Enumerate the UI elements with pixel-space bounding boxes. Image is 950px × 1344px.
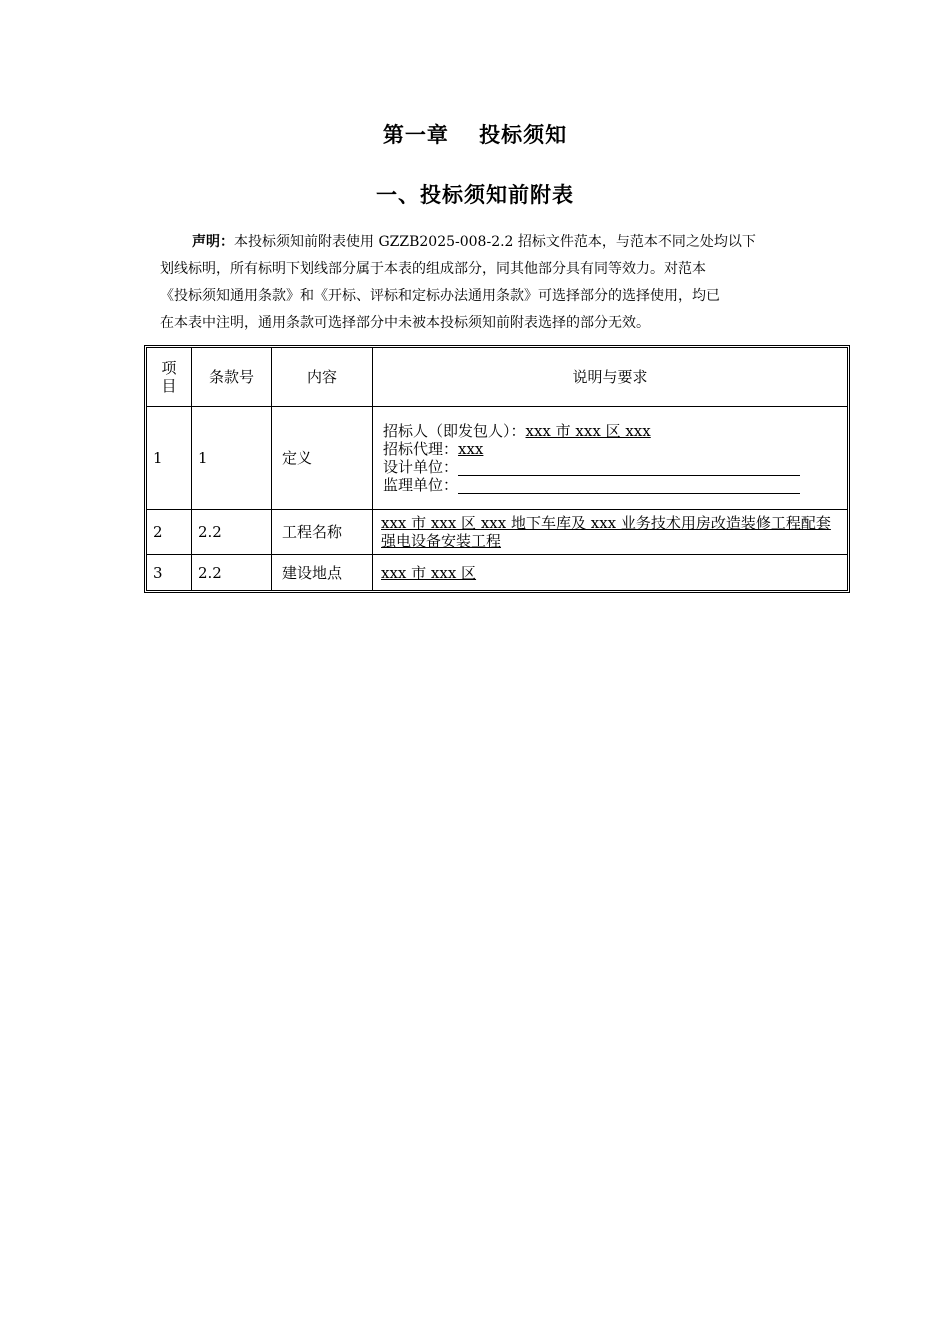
tender-front-table [144,345,850,593]
tenderer-label: 招标人（即发包人）： [383,422,526,440]
table-row [147,510,847,555]
table-row [147,407,847,510]
row-content: 建设地点 [272,555,373,590]
row-item: 2 [147,510,192,555]
table-row [147,555,847,590]
row-description [373,407,847,510]
row-clause: 2.2 [192,555,272,590]
row-description: xxx 市 xxx 区 [381,563,477,582]
statement-line-1 [160,229,835,256]
designer-line [383,458,841,476]
designer-label: 设计单位： [383,458,459,476]
row-content: 定义 [272,407,373,510]
agent-label: 招标代理： [383,440,459,458]
row-item: 1 [147,407,192,510]
agent-line [383,440,841,458]
agent-value: xxx [458,440,484,458]
statement-text-1: 本投标须知前附表使用 GZZB2025-008-2.2 招标文件范本，与范本不同之处均以下 [234,234,756,250]
header-item: 项目 [147,348,192,407]
supervisor-blank-line [458,478,800,494]
tenderer-value: xxx 市 xxx 区 xxx [525,422,651,440]
statement-line-4: 在本表中注明，通用条款可选择部分中未被本投标须知前附表选择的部分无效。 [160,315,650,331]
statement-line-2: 划线标明，所有标明下划线部分属于本表的组成部分，同其他部分具有同等效力。对范本 [160,261,706,277]
tenderer-line [383,422,841,440]
row-item: 3 [147,555,192,590]
row-clause: 2.2 [192,510,272,555]
row-content: 工程名称 [272,510,373,555]
statement-paragraph [160,229,835,337]
header-content: 内容 [272,348,373,407]
designer-blank-line [458,460,800,476]
supervisor-label: 监理单位： [383,476,459,494]
header-description: 说明与要求 [373,348,847,407]
table-header-row [147,348,847,407]
chapter-title: 第一章 投标须知 [382,122,568,147]
section-title: 一、投标须知前附表 [376,182,574,207]
row-clause: 1 [192,407,272,510]
supervisor-line [383,476,841,494]
header-clause: 条款号 [192,348,272,407]
statement-line-3: 《投标须知通用条款》和《开标、评标和定标办法通用条款》可选择部分的选择使用，均已 [160,288,720,304]
row-description: xxx 市 xxx 区 xxx 地下车库及 xxx 业务技术用房改造装修工程配套强电设备安装工程 [373,510,847,555]
statement-label: 声明： [192,234,234,250]
